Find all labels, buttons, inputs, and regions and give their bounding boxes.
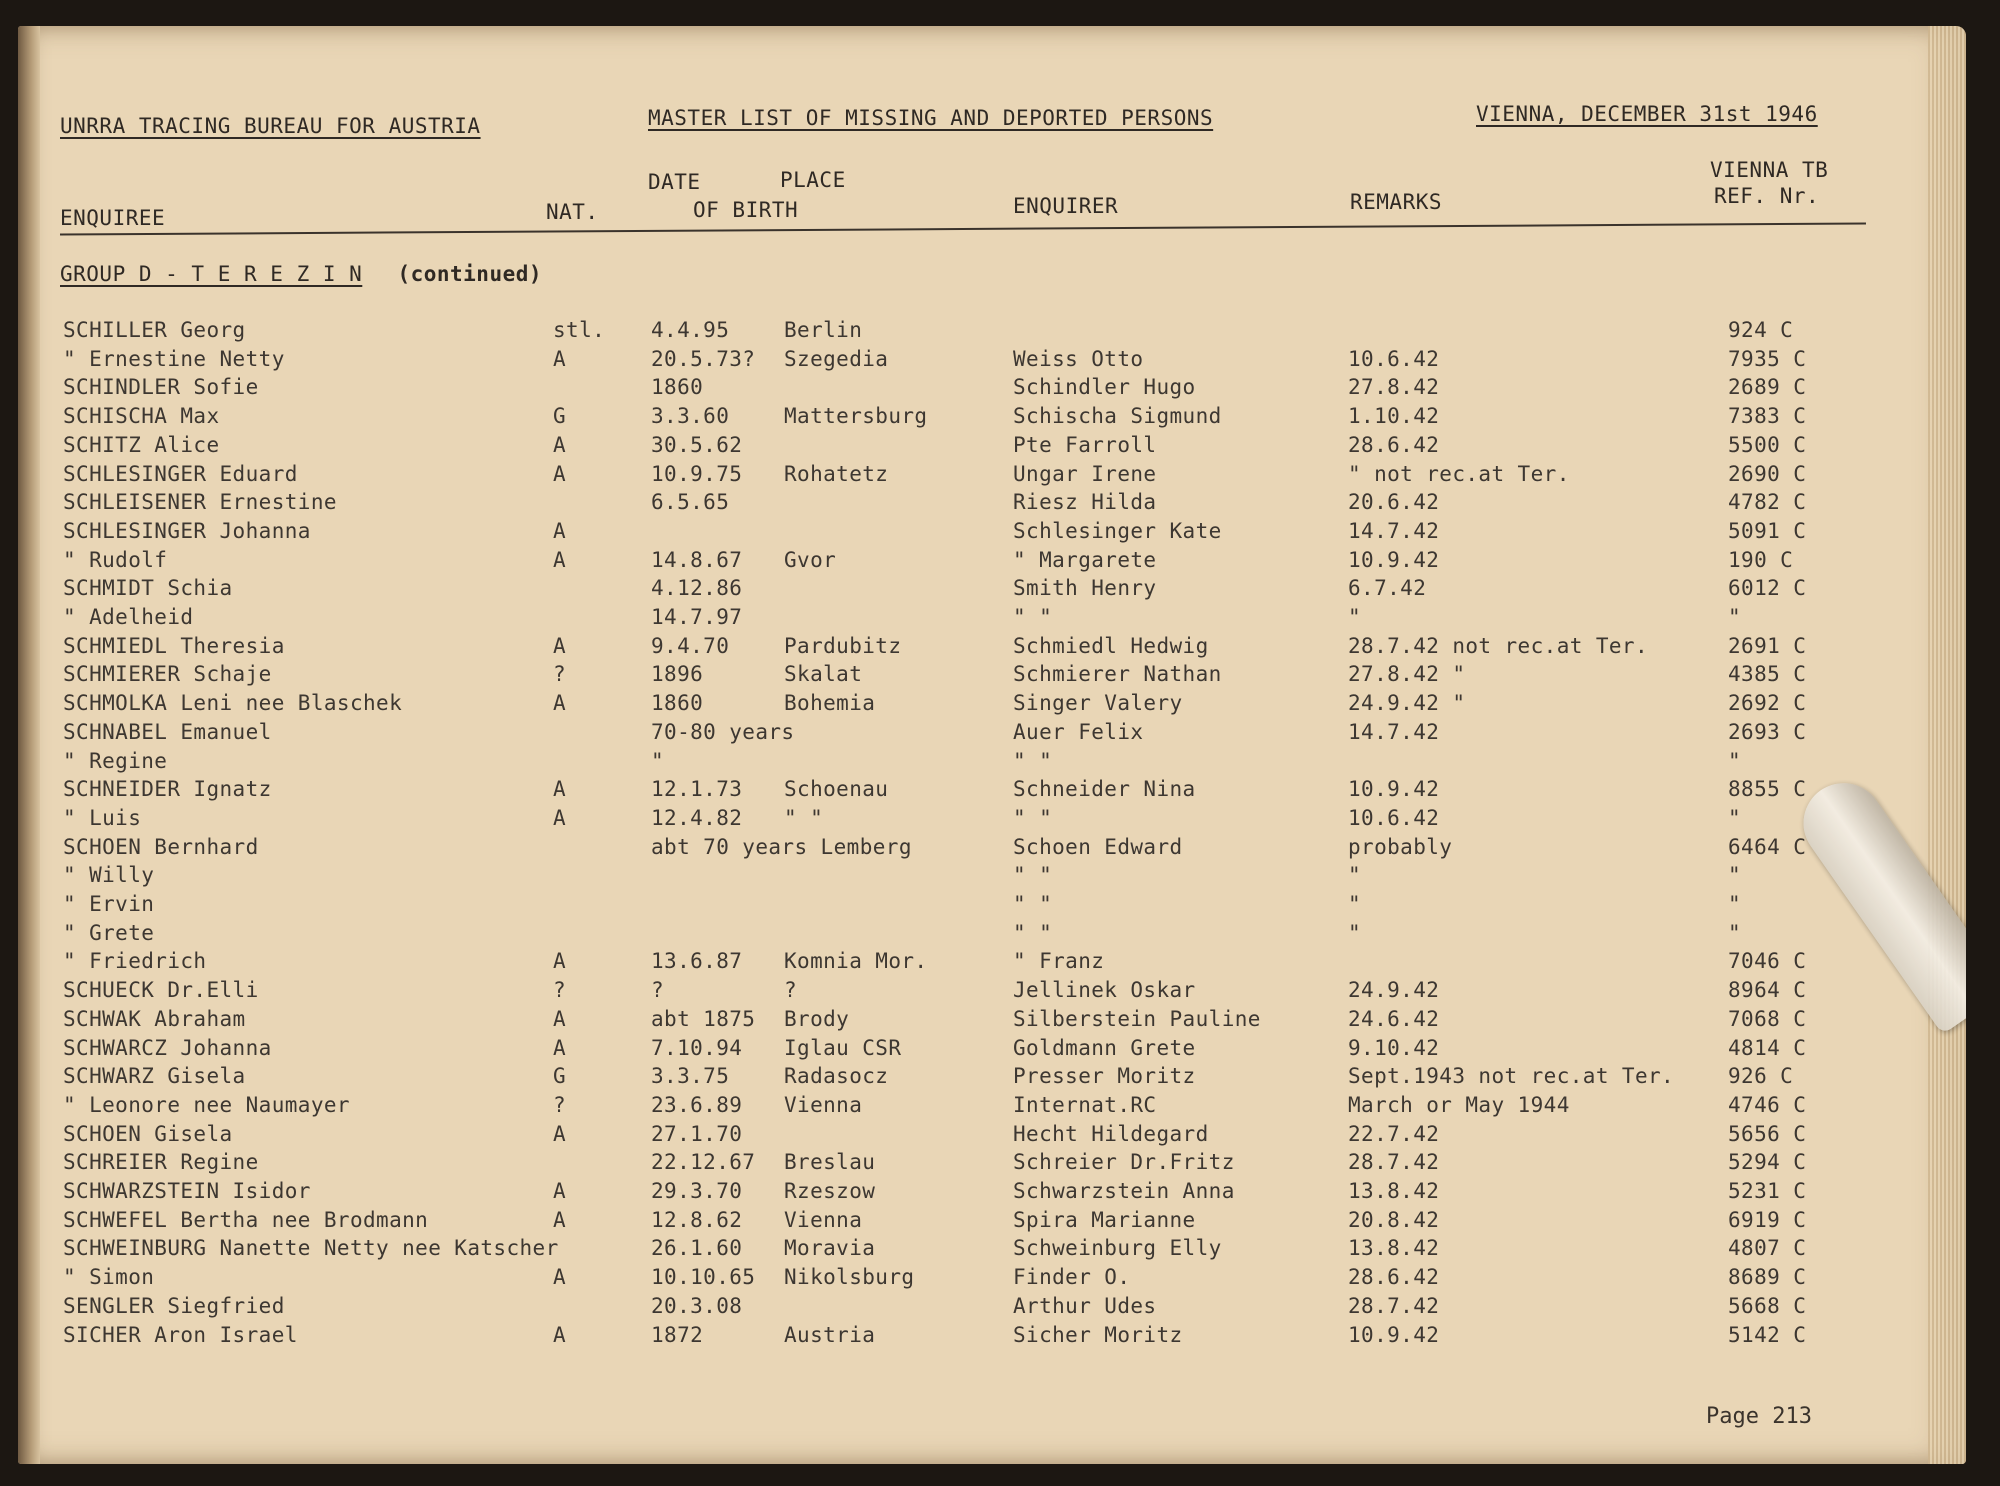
table-row bbox=[18, 490, 1966, 518]
ref-cell: 2692 C bbox=[1728, 691, 1807, 716]
remarks-cell: 14.7.42 bbox=[1348, 518, 1440, 543]
table-row bbox=[18, 1294, 1966, 1322]
table-row bbox=[18, 318, 1966, 346]
enquiree-cell: SCHWEFEL Bertha nee Brodmann bbox=[63, 1207, 429, 1232]
dob-cell: 12.4.82 bbox=[651, 805, 743, 830]
enquirer-cell: Schoen Edward bbox=[1013, 834, 1183, 859]
nat-cell: A bbox=[553, 432, 567, 457]
enquirer-cell: Pte Farroll bbox=[1013, 432, 1157, 457]
ref-cell: 8855 C bbox=[1728, 777, 1807, 802]
enquiree-cell: SCHWARZ Gisela bbox=[63, 1064, 246, 1089]
ref-cell: 5656 C bbox=[1728, 1121, 1807, 1146]
enquiree-cell: " Willy bbox=[63, 863, 155, 888]
ref-cell: 924 C bbox=[1728, 318, 1794, 342]
table-row bbox=[18, 921, 1966, 949]
nat-cell: A bbox=[553, 691, 567, 716]
table-row bbox=[18, 1093, 1966, 1121]
table-row bbox=[18, 1236, 1966, 1264]
table-row bbox=[18, 1036, 1966, 1064]
enquiree-cell: SCHOEN Bernhard bbox=[63, 834, 259, 859]
enquirer-cell: Schindler Hugo bbox=[1013, 375, 1196, 400]
enquirer-cell: Finder O. bbox=[1013, 1265, 1131, 1290]
nat-cell: A bbox=[553, 1035, 567, 1060]
enquirer-cell: " Franz bbox=[1013, 949, 1105, 974]
ref-cell: 4814 C bbox=[1728, 1035, 1807, 1060]
enquiree-cell: " Adelheid bbox=[63, 605, 194, 629]
place-cell: Austria bbox=[784, 1322, 876, 1347]
enquirer-cell: Schmiedl Hedwig bbox=[1013, 633, 1209, 658]
place-cell: Szegedia bbox=[784, 346, 889, 371]
dob-cell: " bbox=[651, 748, 665, 773]
ref-cell: 4746 C bbox=[1728, 1092, 1807, 1117]
dob-cell: 29.3.70 bbox=[651, 1179, 743, 1203]
enquiree-cell: " Grete bbox=[63, 920, 155, 945]
dob-cell: 7.10.94 bbox=[651, 1035, 743, 1060]
enquirer-cell: Riesz Hilda bbox=[1013, 490, 1157, 515]
ref-cell: 7068 C bbox=[1728, 1006, 1807, 1031]
nat-cell: A bbox=[553, 949, 567, 974]
place-cell: Vienna bbox=[784, 1207, 863, 1232]
enquiree-cell: SCHMOLKA Leni nee Blaschek bbox=[63, 691, 403, 716]
enquirer-cell: Silberstein Pauline bbox=[1013, 1006, 1261, 1031]
enquirer-cell: " " bbox=[1013, 892, 1053, 916]
dob-cell: 27.1.70 bbox=[651, 1121, 743, 1146]
ref-cell: 4782 C bbox=[1728, 490, 1807, 515]
enquiree-cell: SCHINDLER Sofie bbox=[63, 375, 259, 400]
remarks-cell: 22.7.42 bbox=[1348, 1121, 1440, 1146]
enquirer-cell: Internat.RC bbox=[1013, 1092, 1157, 1117]
place-cell: ? bbox=[784, 978, 798, 1003]
remarks-cell: 14.7.42 bbox=[1348, 719, 1440, 744]
place-cell: Radasocz bbox=[784, 1064, 889, 1089]
nat-cell: ? bbox=[553, 662, 567, 687]
dob-cell: 30.5.62 bbox=[651, 432, 743, 457]
table-row bbox=[18, 605, 1966, 633]
col-nat: NAT. bbox=[546, 200, 599, 224]
dob-cell: abt 70 years Lemberg bbox=[651, 834, 912, 859]
enquirer-cell: " " bbox=[1013, 805, 1053, 830]
table-row bbox=[18, 835, 1966, 863]
enquirer-cell: Hecht Hildegard bbox=[1013, 1121, 1209, 1146]
table-row bbox=[18, 720, 1966, 748]
remarks-cell: 20.8.42 bbox=[1348, 1207, 1440, 1232]
dob-cell: 1896 bbox=[651, 662, 704, 687]
dob-cell: 20.5.73? bbox=[651, 346, 756, 371]
remarks-cell: 9.10.42 bbox=[1348, 1035, 1440, 1060]
place-cell: " " bbox=[784, 805, 824, 830]
enquiree-cell: " Regine bbox=[63, 748, 168, 773]
remarks-cell: " bbox=[1348, 920, 1362, 945]
table-row bbox=[18, 347, 1966, 375]
col-enquiree: ENQUIREE bbox=[60, 206, 166, 230]
nat-cell: A bbox=[553, 518, 567, 543]
place-cell: Iglau CSR bbox=[784, 1035, 902, 1060]
ref-cell: 8964 C bbox=[1728, 978, 1807, 1003]
enquiree-cell: SCHUECK Dr.Elli bbox=[63, 978, 259, 1003]
ref-cell: 6919 C bbox=[1728, 1207, 1807, 1232]
table-row bbox=[18, 749, 1966, 777]
ref-cell: 2691 C bbox=[1728, 633, 1807, 658]
dob-cell: 1860 bbox=[651, 375, 704, 400]
remarks-cell: 6.7.42 bbox=[1348, 576, 1427, 601]
remarks-cell: 10.6.42 bbox=[1348, 346, 1440, 371]
nat-cell: ? bbox=[553, 1092, 567, 1117]
ref-cell: " bbox=[1728, 863, 1742, 888]
group-label: GROUP D - T E R E Z I N bbox=[60, 262, 363, 286]
ref-cell: 4385 C bbox=[1728, 662, 1807, 687]
table-row bbox=[18, 1007, 1966, 1035]
enquiree-cell: SCHNEIDER Ignatz bbox=[63, 777, 272, 802]
enquiree-cell: SCHILLER Georg bbox=[63, 318, 246, 342]
dob-cell: 1872 bbox=[651, 1322, 704, 1347]
table-row bbox=[18, 1208, 1966, 1236]
place-cell: Mattersburg bbox=[784, 404, 928, 429]
table-row bbox=[18, 892, 1966, 920]
nat-cell: A bbox=[553, 1006, 567, 1031]
place-cell: Rohatetz bbox=[784, 461, 889, 486]
dob-cell: 12.8.62 bbox=[651, 1207, 743, 1232]
nat-cell: A bbox=[553, 346, 567, 371]
table-row bbox=[18, 576, 1966, 604]
header-title: MASTER LIST OF MISSING AND DEPORTED PERSONS bbox=[648, 106, 1214, 130]
place-cell: Schoenau bbox=[784, 777, 889, 802]
ref-cell: 5668 C bbox=[1728, 1293, 1807, 1318]
ref-cell: 926 C bbox=[1728, 1064, 1794, 1089]
ref-cell: 7935 C bbox=[1728, 346, 1807, 371]
remarks-cell: 24.9.42 " bbox=[1348, 691, 1466, 716]
place-cell: Brody bbox=[784, 1006, 850, 1031]
dob-cell: 23.6.89 bbox=[651, 1092, 743, 1117]
ref-cell: " bbox=[1728, 805, 1742, 830]
remarks-cell: 10.6.42 bbox=[1348, 805, 1440, 830]
ref-cell: 7046 C bbox=[1728, 949, 1807, 974]
enquirer-cell: Sicher Moritz bbox=[1013, 1322, 1183, 1347]
table-row bbox=[18, 1064, 1966, 1092]
col-date: DATE bbox=[648, 170, 701, 194]
remarks-cell: " bbox=[1348, 605, 1362, 629]
enquirer-cell: " " bbox=[1013, 748, 1053, 773]
remarks-cell: 24.9.42 bbox=[1348, 978, 1440, 1003]
remarks-cell: " not rec.at Ter. bbox=[1348, 461, 1570, 486]
ref-cell: " bbox=[1728, 892, 1742, 916]
remarks-cell: 24.6.42 bbox=[1348, 1006, 1440, 1031]
nat-cell: stl. bbox=[553, 318, 606, 342]
enquirer-cell: Schwarzstein Anna bbox=[1013, 1179, 1235, 1203]
enquiree-cell: SCHISCHA Max bbox=[63, 404, 220, 429]
group-heading bbox=[60, 262, 542, 286]
dob-cell: 70-80 years bbox=[651, 719, 795, 744]
place-cell: Pardubitz bbox=[784, 633, 902, 658]
col-of-birth: OF BIRTH bbox=[693, 198, 799, 222]
enquirer-cell: Ungar Irene bbox=[1013, 461, 1157, 486]
table-row bbox=[18, 1323, 1966, 1351]
dob-cell: ? bbox=[651, 978, 665, 1003]
dob-cell: 13.6.87 bbox=[651, 949, 743, 974]
place-cell: Bohemia bbox=[784, 691, 876, 716]
table-row bbox=[18, 404, 1966, 432]
enquiree-cell: SCHNABEL Emanuel bbox=[63, 719, 272, 744]
enquirer-cell: Goldmann Grete bbox=[1013, 1035, 1196, 1060]
table-row bbox=[18, 1179, 1966, 1207]
ref-cell: 5231 C bbox=[1728, 1179, 1807, 1203]
dob-cell: 1860 bbox=[651, 691, 704, 716]
remarks-cell: 20.6.42 bbox=[1348, 490, 1440, 515]
enquiree-cell: SCHOEN Gisela bbox=[63, 1121, 233, 1146]
ref-cell: 2693 C bbox=[1728, 719, 1807, 744]
dob-cell: 14.8.67 bbox=[651, 547, 743, 572]
table-row bbox=[18, 519, 1966, 547]
enquirer-cell: Schneider Nina bbox=[1013, 777, 1196, 802]
col-enquirer: ENQUIRER bbox=[1013, 194, 1119, 218]
enquirer-cell: " Margarete bbox=[1013, 547, 1157, 572]
enquirer-cell: Schmierer Nathan bbox=[1013, 662, 1222, 687]
nat-cell: A bbox=[553, 1207, 567, 1232]
header-org: UNRRA TRACING BUREAU FOR AUSTRIA bbox=[60, 114, 481, 138]
dob-cell: 4.4.95 bbox=[651, 318, 730, 342]
dob-cell: 6.5.65 bbox=[651, 490, 730, 515]
enquirer-cell: Weiss Otto bbox=[1013, 346, 1144, 371]
ref-cell: " bbox=[1728, 605, 1742, 629]
remarks-cell: 28.6.42 bbox=[1348, 432, 1440, 457]
enquiree-cell: SCHWEINBURG Nanette Netty nee Katscher bbox=[63, 1236, 559, 1261]
nat-cell: A bbox=[553, 805, 567, 830]
ref-cell: 6012 C bbox=[1728, 576, 1807, 601]
enquirer-cell: Schweinburg Elly bbox=[1013, 1236, 1222, 1261]
ref-cell: 7383 C bbox=[1728, 404, 1807, 429]
table-row bbox=[18, 978, 1966, 1006]
nat-cell: A bbox=[553, 1179, 567, 1203]
enquiree-cell: SICHER Aron Israel bbox=[63, 1322, 298, 1347]
table-row bbox=[18, 634, 1966, 662]
enquiree-cell: SCHMIEDL Theresia bbox=[63, 633, 285, 658]
dob-cell: 20.3.08 bbox=[651, 1293, 743, 1318]
header-place-date: VIENNA, DECEMBER 31st 1946 bbox=[1476, 102, 1818, 126]
enquirer-cell: " " bbox=[1013, 863, 1053, 888]
dob-cell: 9.4.70 bbox=[651, 633, 730, 658]
col-remarks: REMARKS bbox=[1350, 190, 1443, 214]
enquirer-cell: Auer Felix bbox=[1013, 719, 1144, 744]
enquirer-cell: " " bbox=[1013, 920, 1053, 945]
ref-cell: 5091 C bbox=[1728, 518, 1807, 543]
col-place: PLACE bbox=[780, 168, 846, 192]
remarks-cell: 28.7.42 bbox=[1348, 1293, 1440, 1318]
enquirer-cell: Schischa Sigmund bbox=[1013, 404, 1222, 429]
document-page bbox=[18, 26, 1966, 1464]
place-cell: Skalat bbox=[784, 662, 863, 687]
table-row bbox=[18, 777, 1966, 805]
remarks-cell: Sept.1943 not rec.at Ter. bbox=[1348, 1064, 1675, 1089]
ref-cell: 6464 C bbox=[1728, 834, 1807, 859]
table-row bbox=[18, 548, 1966, 576]
nat-cell: G bbox=[553, 404, 567, 429]
ref-cell: " bbox=[1728, 748, 1742, 773]
dob-cell: 26.1.60 bbox=[651, 1236, 743, 1261]
enquirer-cell: Spira Marianne bbox=[1013, 1207, 1196, 1232]
enquiree-cell: SCHLESINGER Johanna bbox=[63, 518, 311, 543]
header-rule bbox=[60, 222, 1866, 235]
ref-cell: 5142 C bbox=[1728, 1322, 1807, 1347]
enquiree-cell: SCHITZ Alice bbox=[63, 432, 220, 457]
enquiree-cell: SCHLEISENER Ernestine bbox=[63, 490, 337, 515]
ref-cell: 5294 C bbox=[1728, 1150, 1807, 1175]
page-number: Page 213 bbox=[1706, 1404, 1812, 1429]
place-cell: Komnia Mor. bbox=[784, 949, 928, 974]
table-row bbox=[18, 662, 1966, 690]
nat-cell: A bbox=[553, 1322, 567, 1347]
table-row bbox=[18, 1122, 1966, 1150]
nat-cell: A bbox=[553, 777, 567, 802]
dob-cell: abt 1875 bbox=[651, 1006, 756, 1031]
enquirer-cell: Schreier Dr.Fritz bbox=[1013, 1150, 1235, 1175]
enquirer-cell: Jellinek Oskar bbox=[1013, 978, 1196, 1003]
table-row bbox=[18, 691, 1966, 719]
group-note: (continued) bbox=[397, 262, 543, 286]
ref-cell: " bbox=[1728, 920, 1742, 945]
dob-cell: 3.3.60 bbox=[651, 404, 730, 429]
dob-cell: 4.12.86 bbox=[651, 576, 743, 601]
enquirer-cell: Arthur Udes bbox=[1013, 1293, 1157, 1318]
table-row bbox=[18, 949, 1966, 977]
nat-cell: A bbox=[553, 1121, 567, 1146]
col-vienna-tb: VIENNA TB bbox=[1710, 158, 1829, 182]
remarks-cell: 28.7.42 bbox=[1348, 1150, 1440, 1175]
enquiree-cell: SCHWARCZ Johanna bbox=[63, 1035, 272, 1060]
dob-cell: 3.3.75 bbox=[651, 1064, 730, 1089]
enquiree-cell: SCHLESINGER Eduard bbox=[63, 461, 298, 486]
enquiree-cell: " Rudolf bbox=[63, 547, 168, 572]
enquirer-cell: Smith Henry bbox=[1013, 576, 1157, 601]
enquiree-cell: " Ervin bbox=[63, 892, 155, 916]
dob-cell: 14.7.97 bbox=[651, 605, 743, 629]
enquiree-cell: SCHMIDT Schia bbox=[63, 576, 233, 601]
ref-cell: 8689 C bbox=[1728, 1265, 1807, 1290]
remarks-cell: 1.10.42 bbox=[1348, 404, 1440, 429]
enquirer-cell: " " bbox=[1013, 605, 1053, 629]
enquiree-cell: SCHMIERER Schaje bbox=[63, 662, 272, 687]
enquiree-cell: SCHREIER Regine bbox=[63, 1150, 259, 1175]
table-row bbox=[18, 1150, 1966, 1178]
col-ref-nr: REF. Nr. bbox=[1714, 184, 1820, 208]
remarks-cell: 27.8.42 " bbox=[1348, 662, 1466, 687]
place-cell: Rzeszow bbox=[784, 1179, 876, 1203]
ref-cell: 190 C bbox=[1728, 547, 1794, 572]
place-cell: Gvor bbox=[784, 547, 837, 572]
remarks-cell: 13.8.42 bbox=[1348, 1179, 1440, 1203]
table-row bbox=[18, 1265, 1966, 1293]
ref-cell: 2689 C bbox=[1728, 375, 1807, 400]
place-cell: Moravia bbox=[784, 1236, 876, 1261]
remarks-cell: 13.8.42 bbox=[1348, 1236, 1440, 1261]
nat-cell: ? bbox=[553, 978, 567, 1003]
place-cell: Nikolsburg bbox=[784, 1265, 915, 1290]
ref-cell: 5500 C bbox=[1728, 432, 1807, 457]
table-row bbox=[18, 433, 1966, 461]
remarks-cell: 10.9.42 bbox=[1348, 1322, 1440, 1347]
enquiree-cell: " Simon bbox=[63, 1265, 155, 1290]
enquiree-cell: SENGLER Siegfried bbox=[63, 1293, 285, 1318]
dob-cell: 22.12.67 bbox=[651, 1150, 756, 1175]
nat-cell: A bbox=[553, 461, 567, 486]
remarks-cell: 27.8.42 bbox=[1348, 375, 1440, 400]
dob-cell: 10.9.75 bbox=[651, 461, 743, 486]
remarks-cell: 10.9.42 bbox=[1348, 547, 1440, 572]
place-cell: Breslau bbox=[784, 1150, 876, 1175]
remarks-cell: 28.6.42 bbox=[1348, 1265, 1440, 1290]
dob-cell: 12.1.73 bbox=[651, 777, 743, 802]
remarks-cell: 28.7.42 not rec.at Ter. bbox=[1348, 633, 1648, 658]
remarks-cell: probably bbox=[1348, 834, 1453, 859]
enquiree-cell: " Leonore nee Naumayer bbox=[63, 1092, 350, 1117]
dob-cell: 10.10.65 bbox=[651, 1265, 756, 1290]
remarks-cell: 10.9.42 bbox=[1348, 777, 1440, 802]
ref-cell: 4807 C bbox=[1728, 1236, 1807, 1261]
remarks-cell: March or May 1944 bbox=[1348, 1092, 1570, 1117]
table-row bbox=[18, 806, 1966, 834]
enquiree-cell: " Friedrich bbox=[63, 949, 207, 974]
nat-cell: A bbox=[553, 1265, 567, 1290]
place-cell: Berlin bbox=[784, 318, 863, 342]
enquirer-cell: Singer Valery bbox=[1013, 691, 1183, 716]
place-cell: Vienna bbox=[784, 1092, 863, 1117]
enquiree-cell: SCHWAK Abraham bbox=[63, 1006, 246, 1031]
nat-cell: A bbox=[553, 633, 567, 658]
remarks-cell: " bbox=[1348, 863, 1362, 888]
table-row bbox=[18, 863, 1966, 891]
ref-cell: 2690 C bbox=[1728, 461, 1807, 486]
table-row bbox=[18, 462, 1966, 490]
enquiree-cell: SCHWARZSTEIN Isidor bbox=[63, 1179, 311, 1203]
enquiree-cell: " Ernestine Netty bbox=[63, 346, 285, 371]
enquirer-cell: Schlesinger Kate bbox=[1013, 518, 1222, 543]
remarks-cell: " bbox=[1348, 892, 1362, 916]
enquiree-cell: " Luis bbox=[63, 805, 142, 830]
table-row bbox=[18, 375, 1966, 403]
nat-cell: G bbox=[553, 1064, 567, 1089]
nat-cell: A bbox=[553, 547, 567, 572]
enquirer-cell: Presser Moritz bbox=[1013, 1064, 1196, 1089]
